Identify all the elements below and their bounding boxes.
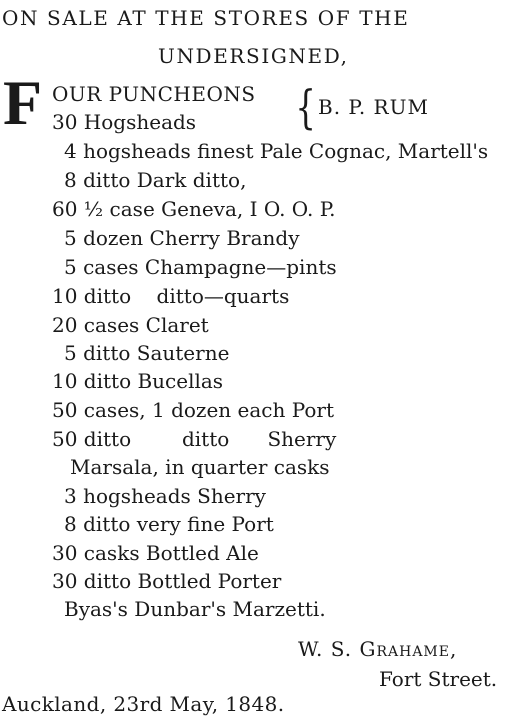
first-line: OUR PUNCHEONS (52, 82, 256, 106)
list-item: 30 casks Bottled Ale (52, 541, 259, 565)
list-item: 30 ditto Bottled Porter (52, 569, 282, 593)
list-item: 50 cases, 1 dozen each Port (52, 398, 335, 422)
signature-name: W. S. Grahame, (298, 637, 458, 661)
drop-cap: F (3, 67, 43, 138)
header-line-2: UNDERSIGNED, (158, 44, 349, 68)
brace-label: B. P. RUM (318, 95, 429, 119)
list-item: 30 Hogsheads (52, 110, 197, 134)
list-item: 4 hogsheads finest Pale Cognac, Martell's (64, 139, 489, 163)
footer-date: Auckland, 23rd May, 1848. (2, 692, 285, 716)
list-item: 5 ditto Sauterne (64, 341, 230, 365)
header-line-1: ON SALE AT THE STORES OF THE (2, 6, 410, 30)
list-item: 50 ditto ditto Sherry (52, 427, 337, 451)
signature-address: Fort Street. (379, 667, 498, 691)
list-item: 10 ditto ditto—quarts (52, 284, 290, 308)
list-item: 20 cases Claret (52, 313, 209, 337)
list-item: Byas's Dunbar's Marzetti. (64, 597, 326, 621)
list-item: 60 ½ case Geneva, I O. O. P. (52, 197, 336, 221)
list-item: 8 ditto very fine Port (64, 512, 274, 536)
list-item: 8 ditto Dark ditto, (64, 168, 247, 192)
list-item: 5 cases Champagne—pints (64, 255, 337, 279)
list-item: 3 hogsheads Sherry (64, 484, 266, 508)
brace-icon: { (295, 80, 316, 134)
list-item: Marsala, in quarter casks (70, 455, 330, 479)
list-item: 10 ditto Bucellas (52, 369, 224, 393)
list-item: 5 dozen Cherry Brandy (64, 226, 300, 250)
